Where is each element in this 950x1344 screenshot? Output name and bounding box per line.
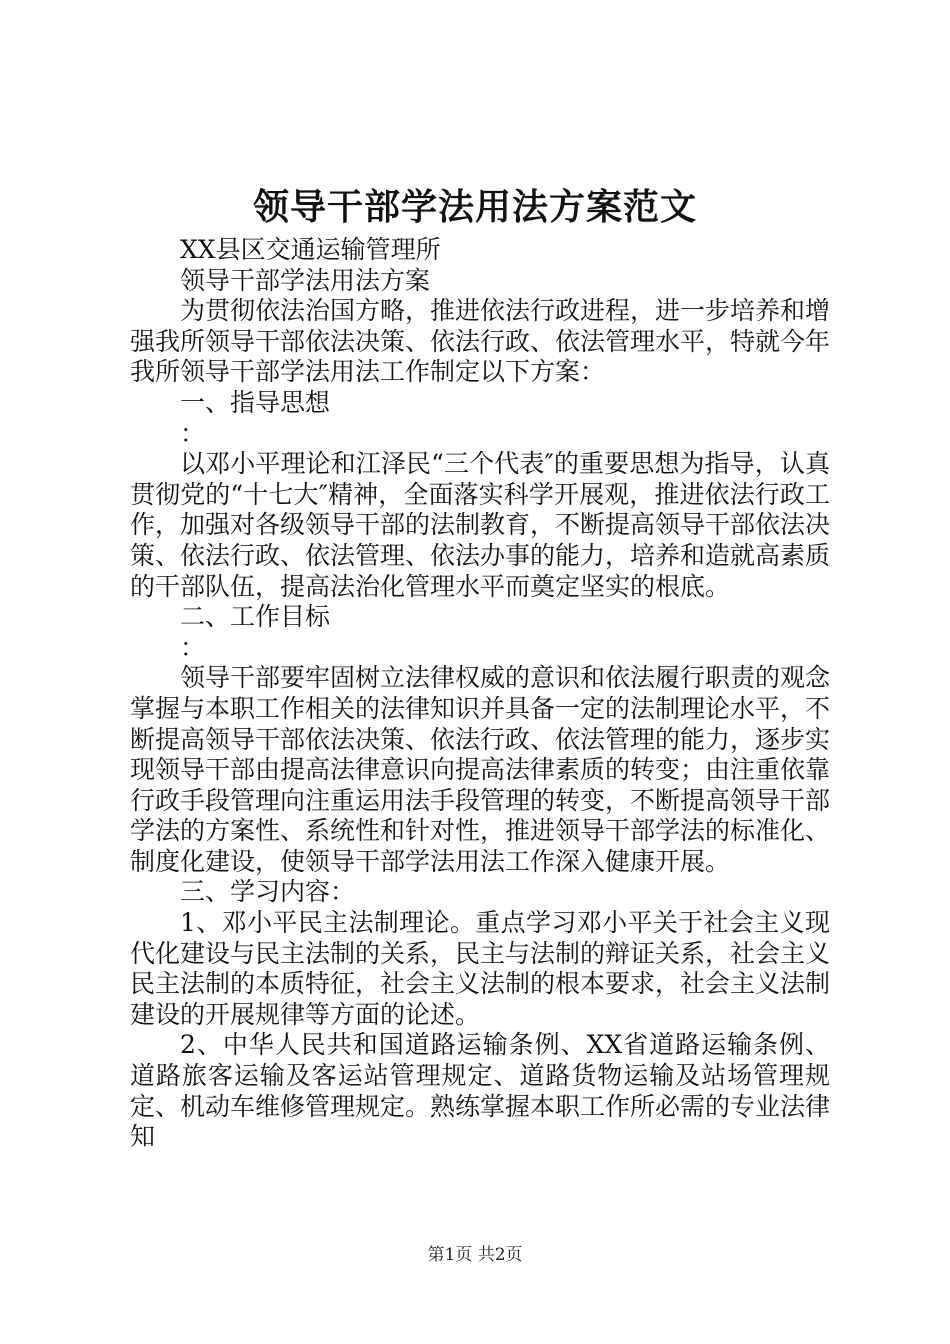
paragraph-guiding-ideology: 以邓小平理论和江泽民“三个代表″的重要思想为指导，认真贯彻党的“十七大″精神，全面落实科学开展观，推进依法行政工作，加强对各级领导干部的法制教育，不断提高领导干部依法决策、依法行政、依法管理、依法办事的能力，培养和造就高素质的干部队伍，提高法治化管理水平而奠定坚实的根底。 [130, 449, 831, 601]
page-number-footer: 第1页 共2页 [427, 1245, 523, 1265]
section-colon: ： [180, 632, 206, 662]
section-heading-study-content: 三、学习内容： [180, 877, 356, 907]
paragraph-subtitle: 领导干部学法用法方案 [180, 265, 431, 295]
paragraph-study-item-1: 1、邓小平民主法制理论。重点学习邓小平关于社会主义现代化建设与民主法制的关系，民主与法制的辩证关系，社会主义民主法制的本质特征，社会主义法制的根本要求，社会主义法制建设的开展规律等方面的论述。 [130, 908, 831, 1029]
paragraph-study-item-2: 2、中华人民共和国道路运输条例、XX省道路运输条例、道路旅客运输及客运站管理规定、道路货物运输及站场管理规定、机动车维修管理规定。熟练掌握本职工作所必需的专业法律知 [130, 1030, 831, 1152]
section-heading-work-goals: 二、工作目标 [180, 602, 331, 632]
document-title: 领导干部学法用法方案范文 [252, 186, 697, 228]
paragraph-organization: XX县区交通运输管理所 [180, 235, 441, 264]
paragraph-intro: 为贯彻依法治国方略，推进依法行政进程，进一步培养和增强我所领导干部依法决策、依法行政、依法管理水平，特就今年我所领导干部学法用法工作制定以下方案： [130, 296, 831, 387]
document-body [130, 235, 830, 1153]
paragraph-work-goals: 领导干部要牢固树立法律权威的意识和依法履行职责的观念掌握与本职工作相关的法律知识并具备一定的法制理论水平，不断提高领导干部依法决策、依法行政、依法管理的能力，逐步实现领导干部由提高法律意识向提高法律素质的转变；由注重依靠行政手段管理向注重运用法手段管理的转变，不断提高领导干部学法的方案性、系统性和针对性，推进领导干部学法的标准化、制度化建设，使领导干部学法用法工作深入健康开展。 [130, 663, 831, 876]
section-heading-guiding-ideology: 一、指导思想 [180, 387, 331, 417]
section-colon: ： [180, 418, 206, 448]
